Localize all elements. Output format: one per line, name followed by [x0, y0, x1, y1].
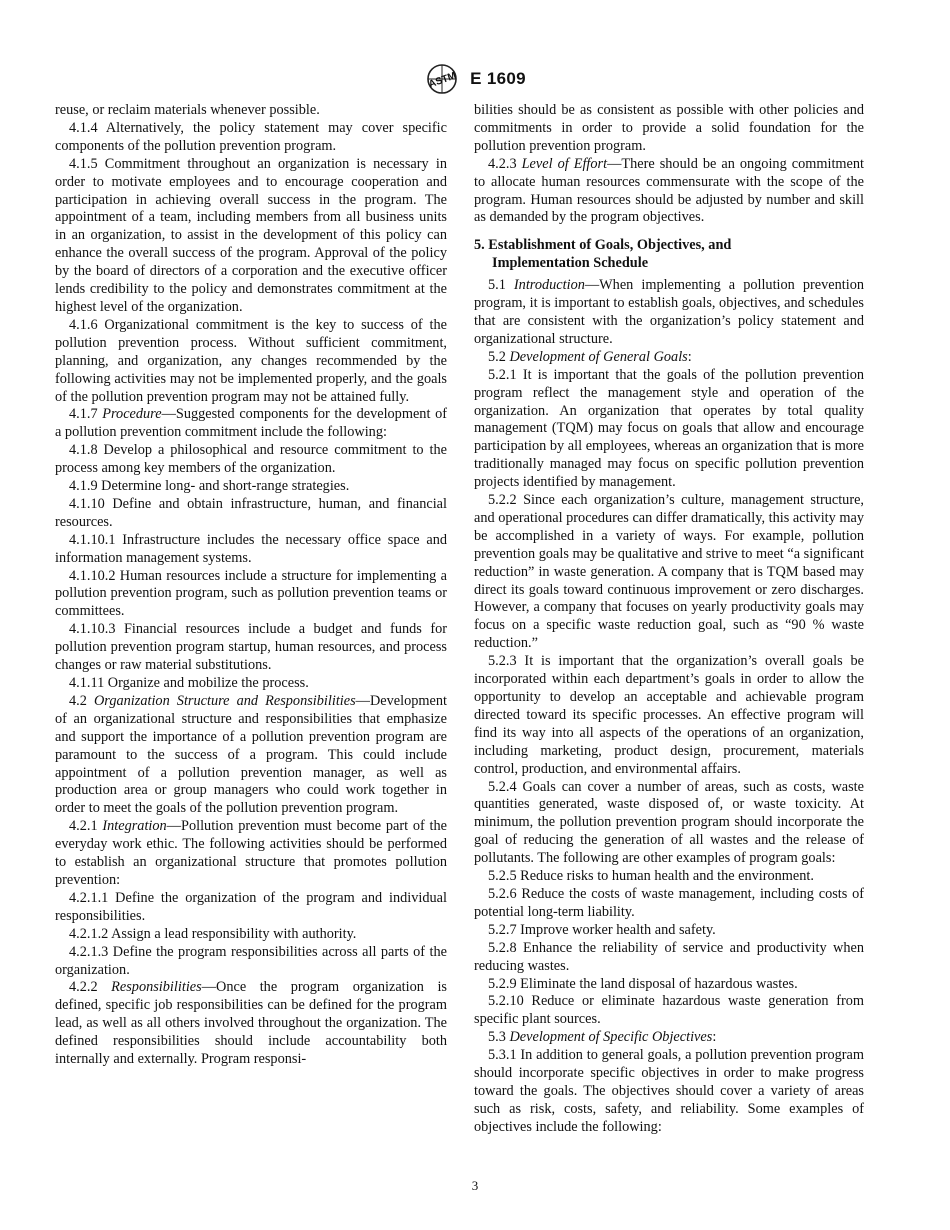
clause-number: 4.1.7 [69, 406, 98, 423]
clause-text: —Suggested components for the development of a pollution prevention commitment include the following: [55, 406, 448, 441]
paragraph: reuse, or reclaim materials whenever possible. [55, 102, 320, 118]
clause-text: : [687, 348, 692, 365]
paragraph: 4.1.5 Commitment throughout an organization is necessary in order to motivate employees and to encourage cooperation and participation in achieving overall success in the program. The appointment of a team, including members from all business units in an organization, to assist in the development of this policy can enhance the overall success of the program. Approval of the policy by the board of directors of a corporation and the executive officer lends credibility to the policy and demonstrates commitment at the highest level of the organization. [55, 155, 447, 315]
paragraph [55, 818, 447, 890]
right-column [474, 102, 864, 1137]
clause-text: —There should be an ongoing commitment to allocate human resources commensurate with the scope of the program. Human resources should be adjusted by number and skill as demanded by the program objectives. [474, 155, 865, 226]
clause-number: 4.2.1 [69, 818, 98, 835]
clause-text: —Pollution prevention must become part of the everyday work ethic. The following activities should be performed to establish an organizational structure that promotes pollution prevention: [55, 818, 447, 888]
page-header [0, 62, 950, 96]
clause-number: 5.2 [488, 348, 506, 365]
paragraph: 5.2.5 Reduce risks to human health and the environment. [488, 868, 814, 885]
paragraph: 4.2.1.2 Assign a lead responsibility with authority. [69, 925, 357, 942]
clause-term: Development of General Goals [509, 348, 688, 365]
astm-logo-text: ASTM [427, 70, 458, 91]
astm-logo [424, 62, 460, 96]
clause-text: —Once the program organization is defined, specific job responsibilities can be defined for the program lead, as well as all others involved throughout the organization. The defined responsibilities should include accountability both internally and externally. Program responsi- [55, 979, 447, 1068]
paragraph [474, 1029, 864, 1047]
clause-term: Level of Effort [521, 155, 608, 172]
paragraph: 5.2.9 Eliminate the land disposal of hazardous wastes. [488, 975, 798, 992]
clause-number: 5.1 [488, 277, 506, 294]
paragraph: 5.2.1 It is important that the goals of the pollution prevention program reflect the management style and operation of the organization. An organization that operates by total quality management (TQM) may focus on goals that allow and encourage participation by all employees, whereas an organization that is more traditionally managed may focus on specific pollution prevention projects identified by management. [474, 366, 864, 491]
paragraph: 4.1.6 Organizational commitment is the key to success of the pollution prevention process. Without sufficient commitment, planning, and organization, any changes recommended by the following activities may not be implemented properly, and the goals of the pollution prevention program may not be attained fully. [55, 316, 447, 405]
paragraph: 5.2.4 Goals can cover a number of areas, such as costs, waste quantities generated, waste disposed of, or waste toxicity. At minimum, the pollution prevention program should incorporate the goal of reducing the generation of all wastes and the release of pollutants. The following are other examples of program goals: [474, 778, 864, 867]
paragraph [55, 406, 447, 442]
left-column [55, 102, 447, 1069]
paragraph [474, 349, 864, 367]
paragraph [55, 979, 447, 1069]
paragraph: 5.2.3 It is important that the organization’s overall goals be incorporated within each department’s goals in order to allow the opportunity to develop an acceptable and achievable program directed toward its specific processes. An effective program will find its way into all aspects of the operations of an organization, including marketing, product design, procurement, materials control, production, and environmental affairs. [474, 653, 864, 777]
paragraph [55, 693, 447, 818]
clause-term: Integration [102, 818, 167, 835]
clause-term: Procedure [102, 406, 162, 423]
clause-text: —When implementing a pollution prevention program, it is important to establish goals, objectives, and schedules that are consistent with the organization’s policy statement and organizational structure. [474, 277, 864, 347]
paragraph: 4.1.9 Determine long- and short-range strategies. [69, 478, 350, 495]
page-number: 3 [471, 1178, 479, 1193]
paragraph: 4.1.4 Alternatively, the policy statement may cover specific components of the pollution prevention program. [55, 119, 447, 154]
paragraph: bilities should be as consistent as possible with other policies and commitments in order to provide a solid foundation for the pollution prevention program. [474, 102, 864, 154]
paragraph: 5.3.1 In addition to general goals, a pollution prevention program should incorporate specific objectives in order to make progress toward the goals. The objectives should cover a variety of areas such as risk, costs, safety, and reliability. Some examples of objectives include the following: [474, 1047, 864, 1135]
paragraph: 5.2.7 Improve worker health and safety. [488, 921, 716, 938]
clause-term: Organization Structure and Responsibilities [93, 692, 356, 709]
section-heading: 5. Establishment of Goals, Objectives, and [474, 237, 732, 254]
paragraph: 4.1.8 Develop a philosophical and resource commitment to the process among key members of the organization. [55, 442, 447, 477]
section-heading-continued: Implementation Schedule [492, 255, 649, 272]
clause-number: 4.2.3 [488, 155, 517, 172]
clause-number: 4.2.2 [69, 979, 98, 996]
paragraph: 4.1.11 Organize and mobilize the process. [69, 675, 309, 691]
paragraph [474, 277, 864, 349]
standard-designation: E 1609 [470, 69, 526, 88]
clause-number: 4.2 [69, 692, 87, 709]
clause-number: 5.3 [488, 1029, 506, 1046]
clause-text: : [712, 1029, 717, 1046]
clause-text: —Development of an organizational structure and responsibilities that emphasize and support the importance of a pollution prevention program are paramount to the success of a program. This could include appointment of a pollution prevention manager, as well as production area or group managers who could work together in order to meet the goals of the pollution prevention program. [55, 692, 447, 817]
paragraph: 5.2.8 Enhance the reliability of service and productivity when reducing wastes. [474, 939, 864, 974]
clause-term: Responsibilities [111, 979, 202, 996]
paragraph: 5.2.2 Since each organization’s culture, management structure, and operational procedures can differ dramatically, this activity may be accomplished in a variety of ways. For example, pollution prevention goals may be qualitative and strive to meet “a significant reduction” in waste generation. A company that is TQM based may direct its goals toward continuous improvement or zero discharges. However, a company that focuses on yearly productivity goals may focus on a specific waste reduction goal, such as “90 % waste reduction.” [474, 492, 864, 652]
paragraph: 4.1.10.3 Financial resources include a budget and funds for pollution prevention program startup, human resources, and process changes or raw material substitutions. [55, 621, 447, 674]
paragraph: 5.2.10 Reduce or eliminate hazardous waste generation from specific plant sources. [474, 993, 864, 1028]
paragraph: 5.2.6 Reduce the costs of waste management, including costs of potential long-term liability. [474, 885, 864, 920]
clause-term: Development of Specific Objectives [509, 1029, 713, 1046]
paragraph [474, 156, 864, 228]
paragraph: 4.1.10 Define and obtain infrastructure, human, and financial resources. [55, 495, 447, 530]
paragraph: 4.1.10.2 Human resources include a structure for implementing a pollution prevention program, such as pollution prevention teams or committees. [55, 567, 447, 620]
paragraph: 4.1.10.1 Infrastructure includes the necessary office space and information management systems. [55, 531, 447, 566]
paragraph: 4.2.1.1 Define the organization of the program and individual responsibilities. [55, 889, 447, 924]
paragraph: 4.2.1.3 Define the program responsibilities across all parts of the organization. [55, 943, 447, 978]
clause-term: Introduction [513, 277, 585, 294]
